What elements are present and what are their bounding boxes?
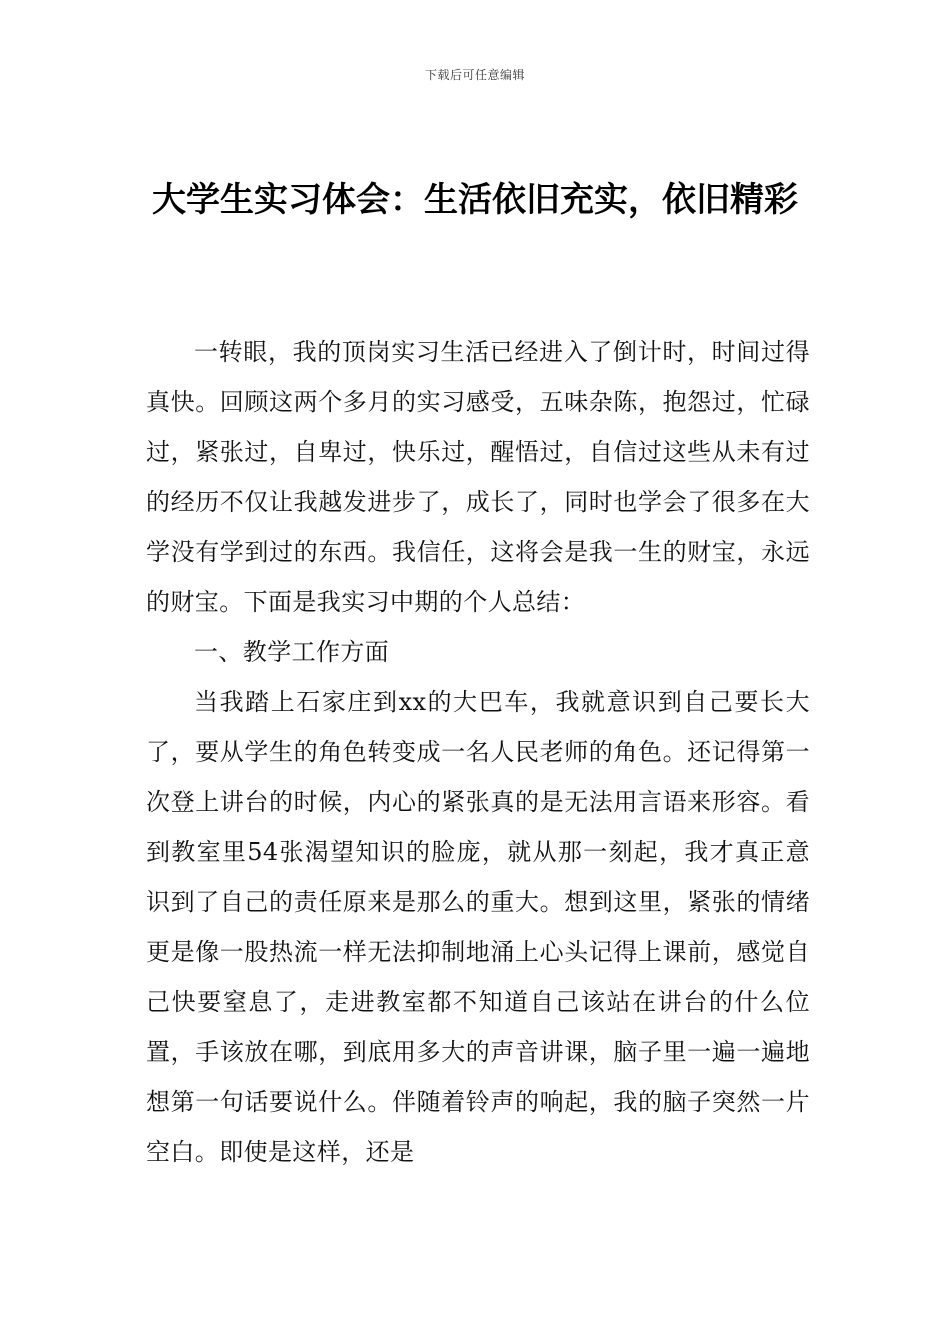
section-heading-teaching: 一、教学工作方面	[194, 638, 390, 666]
paragraph-teaching: 当我踏上石家庄到xx的大巴车，我就意识到自己要长大了，要从学生的角色转变成一名人民老师的角色。还记得第一次登上讲台的时候，内心的紧张真的是无法用言语来形容。看到教室里54张渴望知识的脸庞，就从那一刻起，我才真正意识到了自己的责任原来是那么的重大。想到这里，紧张的情绪更是像一股热流一样无法抑制地涌上心头记得上课前，感觉自己快要窒息了，走进教室都不知道自己该站在讲台的什么位置，手该放在哪，到底用多大的声音讲课，脑子里一遍一遍地想第一句话要说什么。伴随着铃声的响起，我的脑子突然一片空白。即使是这样，还是	[146, 688, 810, 1166]
header-note: 下载后可任意编辑	[424, 68, 525, 82]
paragraph-intro: 一转眼，我的顶岗实习生活已经进入了倒计时，时间过得真快。回顾这两个多月的实习感受，五味杂陈，抱怨过，忙碌过，紧张过，自卑过，快乐过，醒悟过，自信过这些从未有过的经历不仅让我越发进步了，成长了，同时也学会了很多在大学没有学到过的东西。我信任，这将会是我一生的财宝，永远的财宝。下面是我实习中期的个人总结：	[146, 338, 810, 616]
document-title: 大学生实习体会：生活依旧充实，依旧精彩	[152, 180, 798, 220]
document-body	[146, 327, 810, 1177]
